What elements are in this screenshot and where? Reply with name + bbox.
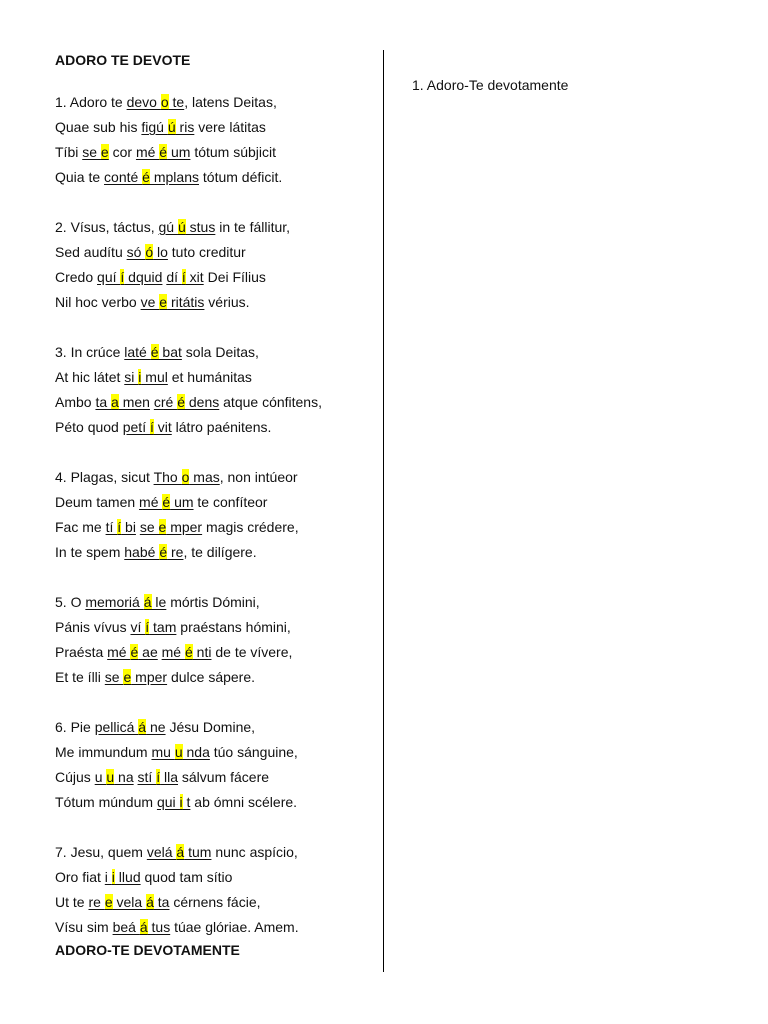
underlined-syllable: vela — [112, 894, 147, 910]
verse-line — [55, 615, 370, 640]
verse-text: 6. Pie — [55, 719, 95, 735]
bottom-title: ADORO-TE DEVOTAMENTE — [55, 942, 240, 958]
verse-line — [55, 90, 370, 115]
underlined-syllable: u — [94, 769, 107, 785]
underlined-syllable: men — [118, 394, 150, 410]
underlined-syllable: petí — [122, 419, 150, 435]
verse-line — [55, 240, 370, 265]
verse-text: Praésta — [55, 644, 108, 660]
underlined-syllable: mé — [139, 494, 163, 510]
verse-text: 1. Adoro te — [55, 94, 127, 110]
highlighted-syllable: ú — [177, 219, 186, 235]
verse-text: Oro fiat — [55, 869, 105, 885]
underlined-syllable: se — [139, 519, 159, 535]
highlighted-syllable: á — [176, 844, 185, 860]
underlined-syllable: quí — [97, 269, 121, 285]
underlined-syllable: vit — [153, 419, 172, 435]
verse-line — [55, 215, 370, 240]
underlined-syllable: mper — [166, 519, 203, 535]
underlined-syllable: um — [170, 494, 194, 510]
verse-text: túae glóriae. Amem. — [170, 919, 299, 935]
underlined-syllable: bi — [121, 519, 136, 535]
highlighted-syllable: o — [181, 469, 190, 485]
underlined-syllable: dí — [166, 269, 182, 285]
verse-text: tótum déficit. — [199, 169, 283, 185]
verse-text: Quia te — [55, 169, 105, 185]
verse-line — [55, 590, 370, 615]
verse-text: , non intúeor — [219, 469, 298, 485]
underlined-syllable: mu — [151, 744, 175, 760]
verse-text: quod tam sítio — [140, 869, 233, 885]
underlined-syllable: ritátis — [167, 294, 205, 310]
underlined-syllable: mé — [135, 144, 160, 160]
highlighted-syllable: é — [130, 644, 139, 660]
underlined-syllable: devo — [126, 94, 161, 110]
highlighted-syllable: e — [100, 144, 109, 160]
underlined-syllable: um — [167, 144, 191, 160]
highlighted-syllable: u — [174, 744, 183, 760]
underlined-syllable: tí — [105, 519, 118, 535]
verse-line — [55, 115, 370, 140]
verse-line — [55, 790, 370, 815]
verse-line — [55, 715, 370, 740]
underlined-syllable: ve — [140, 294, 160, 310]
verse-text: Et te ílli — [55, 669, 105, 685]
underlined-syllable: nti — [192, 644, 212, 660]
verse-text: At hic látet — [55, 369, 125, 385]
verse-line — [55, 890, 370, 915]
underlined-syllable: conté — [104, 169, 143, 185]
underlined-syllable: tam — [149, 619, 177, 635]
verse-line — [55, 465, 370, 490]
verse-text: 4. Plagas, sicut — [55, 469, 154, 485]
underlined-syllable: t — [182, 794, 191, 810]
verse-text: 2. Vísus, táctus, — [55, 219, 159, 235]
document-title: ADORO TE DEVOTE — [55, 52, 191, 68]
underlined-syllable: bat — [158, 344, 182, 360]
underlined-syllable: figú — [141, 119, 168, 135]
underlined-syllable: re — [88, 894, 105, 910]
underlined-syllable: nda — [182, 744, 210, 760]
verse-line — [55, 290, 370, 315]
underlined-syllable: mul — [141, 369, 168, 385]
verse-text: Pánis vívus — [55, 619, 131, 635]
verse-text: praéstans hómini, — [176, 619, 291, 635]
verse-line — [55, 490, 370, 515]
highlighted-syllable: ó — [145, 244, 154, 260]
highlighted-syllable: í — [156, 769, 161, 785]
highlighted-syllable: a — [111, 394, 119, 410]
verse-text: 7. Jesu, quem — [55, 844, 147, 860]
right-column-title: 1. Adoro-Te devotamente — [412, 77, 569, 93]
underlined-syllable: lo — [153, 244, 168, 260]
verse-line — [55, 140, 370, 165]
verse-line — [55, 165, 370, 190]
verse-text: Quae sub his — [55, 119, 142, 135]
verse-text: Ambo — [55, 394, 96, 410]
verse-text: cérnens fácie, — [169, 894, 261, 910]
underlined-syllable: tum — [184, 844, 212, 860]
highlighted-syllable: í — [120, 269, 125, 285]
verse-text: nunc aspício, — [211, 844, 298, 860]
column-divider — [383, 50, 384, 972]
verse-line — [55, 390, 370, 415]
underlined-syllable: le — [151, 594, 167, 610]
highlighted-syllable: e — [158, 519, 167, 535]
highlighted-syllable: á — [138, 719, 147, 735]
verse-text: 3. In crúce — [55, 344, 125, 360]
highlighted-syllable: é — [162, 494, 171, 510]
highlighted-syllable: é — [177, 394, 185, 410]
verse-text: Cújus — [55, 769, 95, 785]
verse-text: 5. O — [55, 594, 86, 610]
underlined-syllable: stus — [185, 219, 216, 235]
highlighted-syllable: é — [159, 544, 168, 560]
verse-text: ab ómni scélere. — [190, 794, 298, 810]
highlighted-syllable: é — [184, 644, 193, 660]
underlined-syllable: se — [104, 669, 124, 685]
underlined-syllable: te — [168, 94, 185, 110]
verse-text: Fac me — [55, 519, 106, 535]
verse-text: Tótum múndum — [55, 794, 157, 810]
underlined-syllable: tus — [147, 919, 171, 935]
verse-text: Me immundum — [55, 744, 152, 760]
underlined-syllable: ta — [95, 394, 112, 410]
highlighted-syllable: é — [159, 144, 168, 160]
verse-text: vérius. — [204, 294, 250, 310]
stanza-3 — [55, 340, 370, 440]
stanza-6 — [55, 715, 370, 815]
highlighted-syllable: í — [145, 619, 150, 635]
verse-line — [55, 665, 370, 690]
stanza-1 — [55, 90, 370, 190]
verse-text: te confíteor — [193, 494, 268, 510]
verse-text: Nil hoc verbo — [55, 294, 141, 310]
underlined-syllable: só — [126, 244, 146, 260]
verse-text: Jésu Domine, — [165, 719, 256, 735]
verse-line — [55, 915, 370, 940]
highlighted-syllable: ú — [167, 119, 176, 135]
verse-text: mórtis Dómini, — [166, 594, 260, 610]
underlined-syllable: habé — [124, 544, 160, 560]
verse-text: Ut te — [55, 894, 89, 910]
underlined-syllable: na — [114, 769, 134, 785]
underlined-syllable: stí — [137, 769, 157, 785]
underlined-syllable: mper — [131, 669, 168, 685]
underlined-syllable: qui — [156, 794, 180, 810]
underlined-syllable: se — [82, 144, 101, 160]
verse-text: tuto creditur — [167, 244, 246, 260]
highlighted-syllable: e — [104, 894, 113, 910]
underlined-syllable: re — [167, 544, 184, 560]
verse-text: de te vívere, — [211, 644, 293, 660]
verse-line — [55, 365, 370, 390]
highlighted-syllable: á — [139, 919, 148, 935]
left-column — [55, 50, 370, 960]
underlined-syllable: dens — [185, 394, 220, 410]
verse-text: Sed audítu — [55, 244, 127, 260]
verse-text: In te spem — [55, 544, 125, 560]
highlighted-syllable: í — [181, 269, 186, 285]
verse-line — [55, 640, 370, 665]
underlined-syllable: ne — [146, 719, 166, 735]
verse-text: tótum súbjicit — [190, 144, 277, 160]
verse-text: sálvum fácere — [178, 769, 270, 785]
underlined-syllable: i — [104, 869, 112, 885]
underlined-syllable: mplans — [149, 169, 199, 185]
verse-line — [55, 415, 370, 440]
highlighted-syllable: á — [146, 894, 154, 910]
underlined-syllable: mé — [107, 644, 131, 660]
verse-line — [55, 740, 370, 765]
verse-text: túo sánguine, — [209, 744, 298, 760]
underlined-syllable: lla — [160, 769, 178, 785]
underlined-syllable: beá — [112, 919, 140, 935]
highlighted-syllable: i — [179, 794, 183, 810]
stanza-7 — [55, 840, 370, 940]
verse-line — [55, 515, 370, 540]
underlined-syllable: mé — [161, 644, 185, 660]
verse-line — [55, 865, 370, 890]
underlined-syllable: gú — [158, 219, 178, 235]
highlighted-syllable: á — [143, 594, 152, 610]
stanza-4 — [55, 465, 370, 565]
highlighted-syllable: í — [117, 519, 122, 535]
verse-line — [55, 265, 370, 290]
highlighted-syllable: é — [150, 344, 159, 360]
verse-text: , latens Deitas, — [184, 94, 277, 110]
underlined-syllable: laté — [124, 344, 151, 360]
verse-text: Credo — [55, 269, 98, 285]
highlighted-syllable: i — [111, 869, 115, 885]
right-column — [412, 74, 568, 96]
verse-text: Péto quod — [55, 419, 123, 435]
verse-text: sola Deitas, — [181, 344, 259, 360]
highlighted-syllable: e — [159, 294, 168, 310]
underlined-syllable: ta — [153, 894, 170, 910]
hymn-text — [55, 90, 370, 940]
verse-text: Vísu sim — [55, 919, 113, 935]
underlined-syllable: ví — [130, 619, 146, 635]
underlined-syllable: ae — [138, 644, 158, 660]
highlighted-syllable: u — [106, 769, 115, 785]
highlighted-syllable: e — [123, 669, 132, 685]
stanza-2 — [55, 215, 370, 315]
verse-text: , te dilígere. — [183, 544, 257, 560]
underlined-syllable: velá — [146, 844, 177, 860]
underlined-syllable: xit — [185, 269, 204, 285]
underlined-syllable: mas — [189, 469, 220, 485]
underlined-syllable: llud — [114, 869, 141, 885]
verse-text: vere látitas — [194, 119, 266, 135]
underlined-syllable: cré — [153, 394, 178, 410]
underlined-syllable: si — [124, 369, 139, 385]
underlined-syllable: memoriá — [85, 594, 144, 610]
verse-line — [55, 540, 370, 565]
verse-text: cor — [108, 144, 136, 160]
verse-text: dulce sápere. — [167, 669, 256, 685]
verse-text: magis crédere, — [202, 519, 299, 535]
verse-text: et humánitas — [167, 369, 252, 385]
verse-text: in te fállitur, — [215, 219, 291, 235]
underlined-syllable: ris — [175, 119, 195, 135]
stanza-5 — [55, 590, 370, 690]
highlighted-syllable: i — [138, 369, 142, 385]
verse-text: Tíbi — [55, 144, 83, 160]
underlined-syllable: dquid — [124, 269, 163, 285]
verse-text: atque cónfitens, — [219, 394, 322, 410]
verse-text: Deum tamen — [55, 494, 140, 510]
highlighted-syllable: é — [142, 169, 150, 185]
highlighted-syllable: í — [149, 419, 154, 435]
verse-text: látro paénitens. — [171, 419, 272, 435]
underlined-syllable: Tho — [153, 469, 182, 485]
verse-text: Dei Fílius — [203, 269, 266, 285]
verse-line — [55, 765, 370, 790]
verse-line — [55, 340, 370, 365]
verse-line — [55, 840, 370, 865]
underlined-syllable: pellicá — [94, 719, 139, 735]
highlighted-syllable: o — [160, 94, 169, 110]
